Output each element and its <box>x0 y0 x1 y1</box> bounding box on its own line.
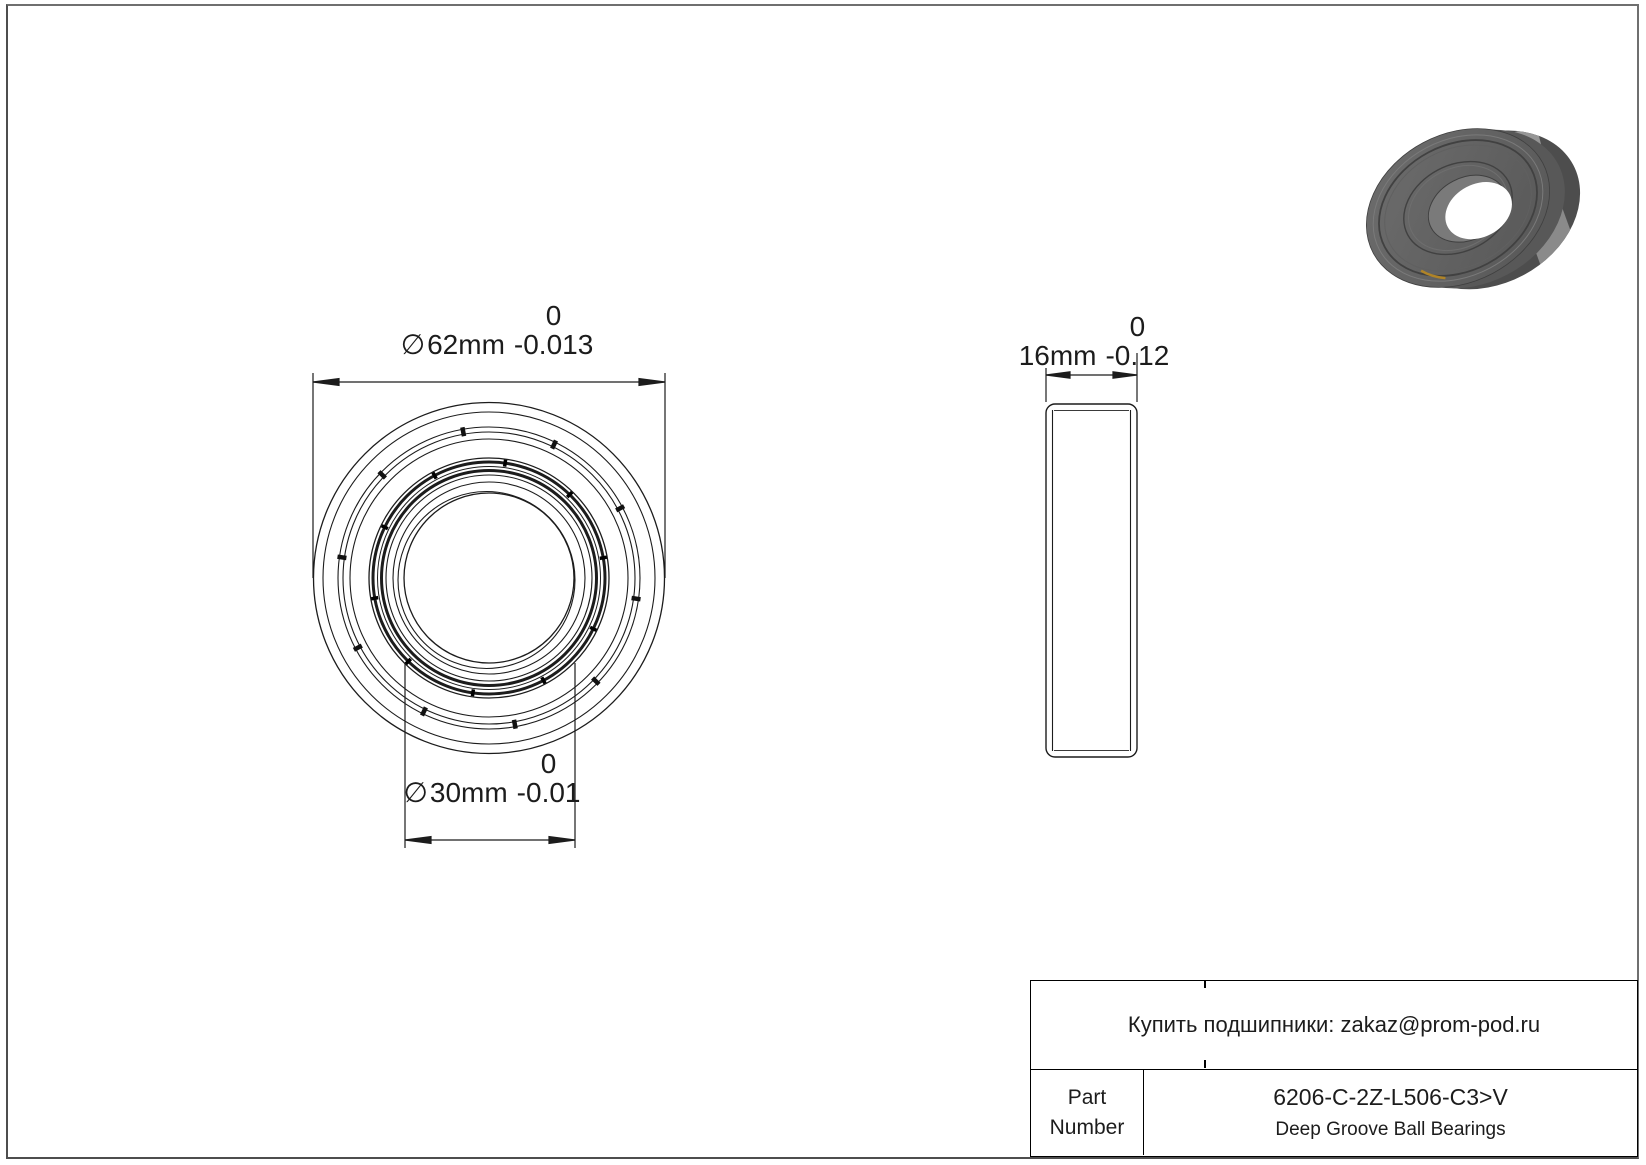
bearing-category: Deep Groove Ball Bearings <box>1275 1119 1506 1141</box>
tolerance-upper: 0 <box>1129 311 1146 343</box>
part-number-row <box>1031 1069 1637 1155</box>
arrowhead-left <box>1046 372 1070 378</box>
dimension-value: 16mm <box>1018 340 1097 372</box>
title-block-tick <box>1204 980 1206 988</box>
side-view-drawing <box>1046 404 1137 757</box>
diameter-symbol: ∅ <box>403 777 428 809</box>
arrowhead-left <box>405 837 431 844</box>
arrowhead-right <box>1113 372 1137 378</box>
bore-diameter-label <box>403 749 580 808</box>
title-block <box>1030 980 1638 1157</box>
part-number-value-cell <box>1143 1070 1637 1155</box>
tolerance-lower: -0.013 <box>513 329 594 361</box>
title-block-tick <box>1204 1060 1206 1068</box>
outer-diameter-label <box>401 301 594 360</box>
dimension-value: 62mm <box>427 329 505 361</box>
tolerance-lower: -0.12 <box>1105 340 1170 372</box>
part-label-line1: Part <box>1067 1086 1107 1110</box>
front-view-drawing <box>314 403 665 754</box>
contact-text: Купить подшипники: zakaz@prom-pod.ru <box>1127 1012 1541 1037</box>
part-number-label-cell <box>1031 1070 1143 1155</box>
contact-row <box>1031 981 1637 1069</box>
arrowhead-right <box>549 837 575 844</box>
part-number-value: 6206-C-2Z-L506-C3>V <box>1273 1083 1508 1110</box>
dimension-value: 30mm <box>429 777 508 809</box>
tolerance-upper: 0 <box>540 748 557 780</box>
bearing-3d-image <box>1338 85 1614 345</box>
arrowhead-left <box>313 379 339 386</box>
tolerance-upper: 0 <box>545 300 562 332</box>
part-label-line2: Number <box>1049 1115 1125 1139</box>
tolerance-lower: -0.01 <box>516 777 581 809</box>
width-label <box>1019 312 1170 371</box>
diameter-symbol: ∅ <box>400 329 426 361</box>
arrowhead-right <box>639 379 665 386</box>
